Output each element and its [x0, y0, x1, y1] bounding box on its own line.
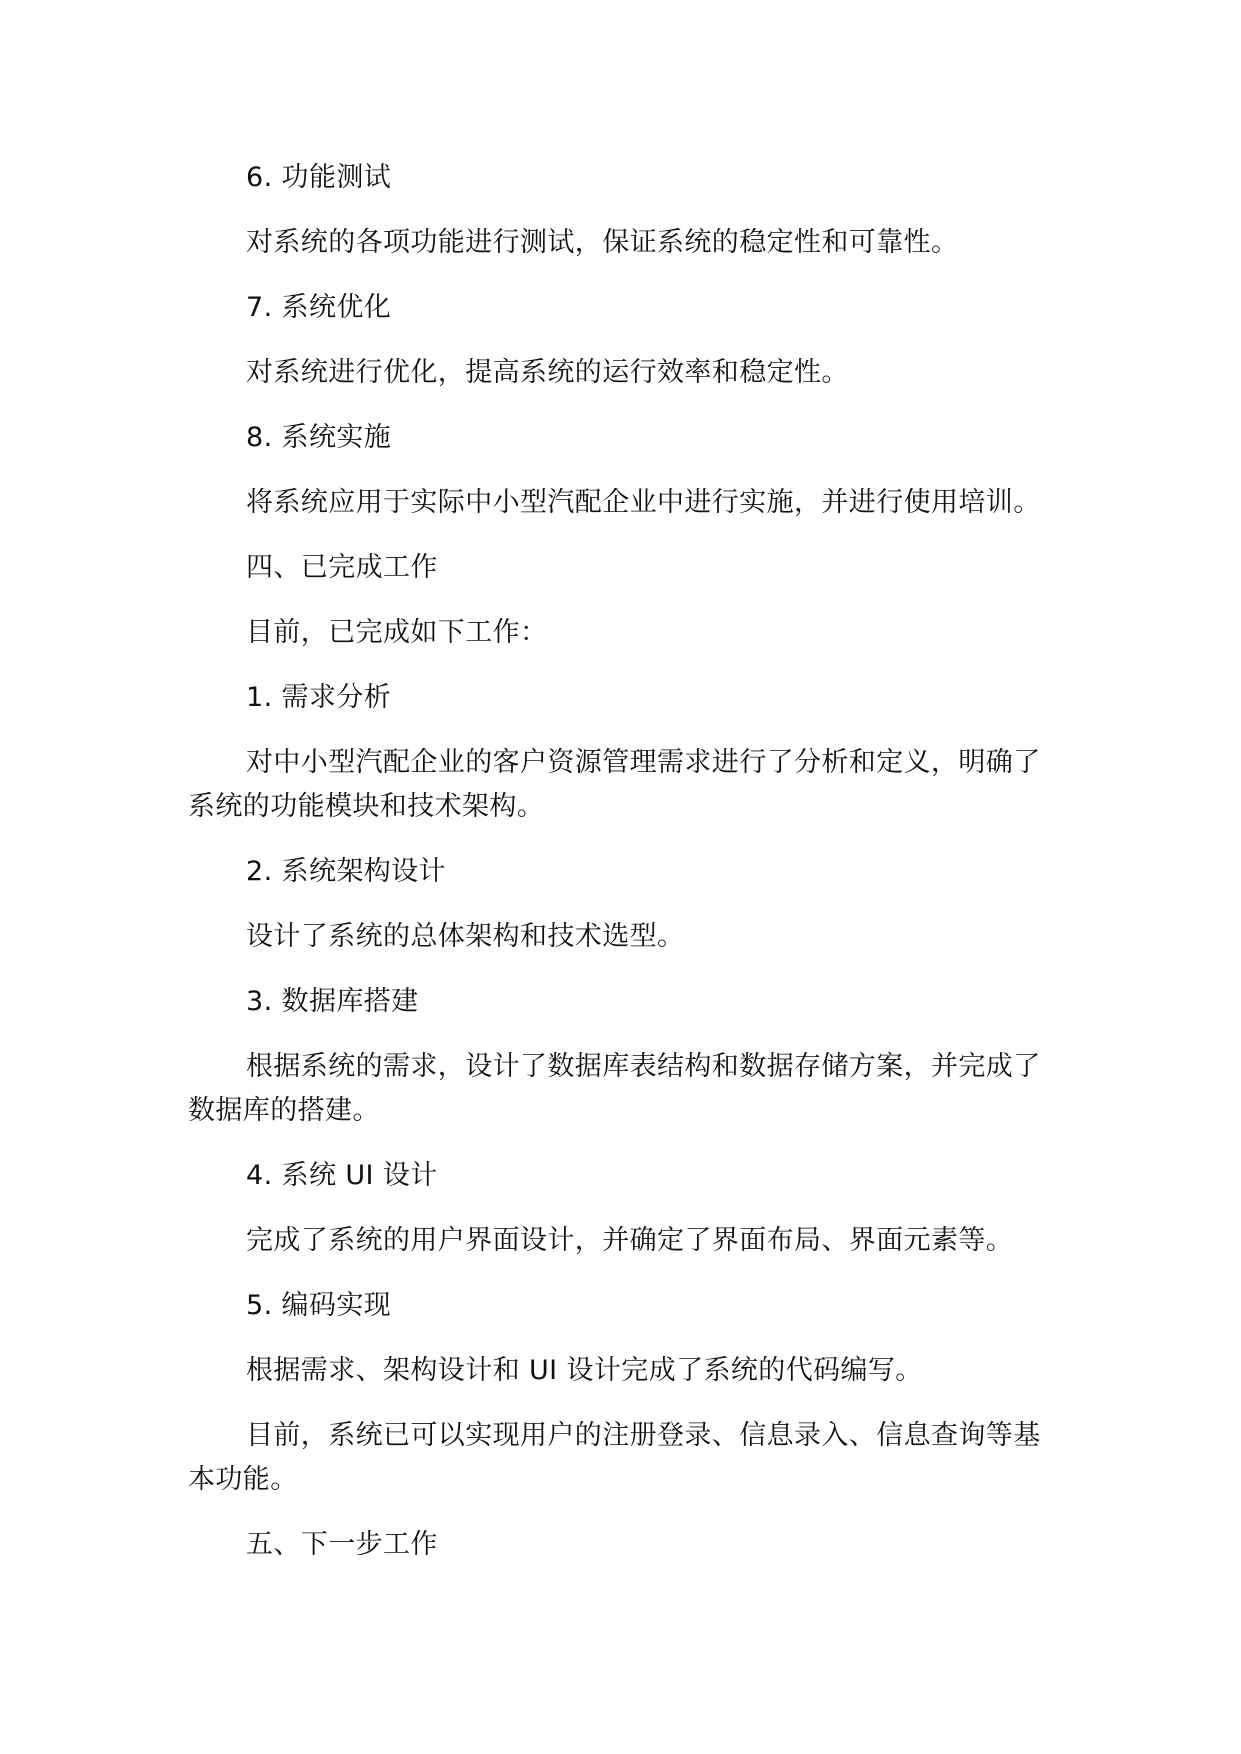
body-paragraph: 将系统应用于实际中小型汽配企业中进行实施，并进行使用培训。	[246, 487, 1041, 518]
body-paragraph: 目前，已完成如下工作：	[246, 617, 548, 648]
document-body	[188, 156, 1046, 1588]
section-heading-implementation: 5. 编码实现	[246, 1290, 392, 1321]
section-heading-functional-testing: 6. 功能测试	[246, 162, 392, 193]
body-paragraph: 对系统的各项功能进行测试，保证系统的稳定性和可靠性。	[246, 227, 959, 258]
chapter-heading-next-steps: 五、下一步工作	[246, 1529, 438, 1560]
section-heading-architecture-design: 2. 系统架构设计	[246, 856, 446, 887]
body-paragraph: 设计了系统的总体架构和技术选型。	[246, 921, 685, 952]
body-paragraph: 对系统进行优化，提高系统的运行效率和稳定性。	[246, 357, 849, 388]
section-heading-system-optimization: 7. 系统优化	[246, 292, 392, 323]
section-heading-database-setup: 3. 数据库搭建	[246, 986, 419, 1017]
body-paragraph: 根据系统的需求，设计了数据库表结构和数据存储方案，并完成了数据库的搭建。	[188, 1051, 1041, 1126]
section-heading-system-implementation: 8. 系统实施	[246, 422, 392, 453]
body-paragraph: 对中小型汽配企业的客户资源管理需求进行了分析和定义，明确了系统的功能模块和技术架构。	[188, 747, 1041, 822]
chapter-heading-completed-work: 四、已完成工作	[246, 552, 438, 583]
body-paragraph: 目前，系统已可以实现用户的注册登录、信息录入、信息查询等基本功能。	[188, 1420, 1041, 1495]
body-paragraph: 完成了系统的用户界面设计，并确定了界面布局、界面元素等。	[246, 1225, 1014, 1256]
section-heading-requirements-analysis: 1. 需求分析	[246, 682, 392, 713]
body-paragraph: 根据需求、架构设计和 UI 设计完成了系统的代码编写。	[246, 1355, 923, 1386]
section-heading-ui-design: 4. 系统 UI 设计	[246, 1160, 438, 1191]
